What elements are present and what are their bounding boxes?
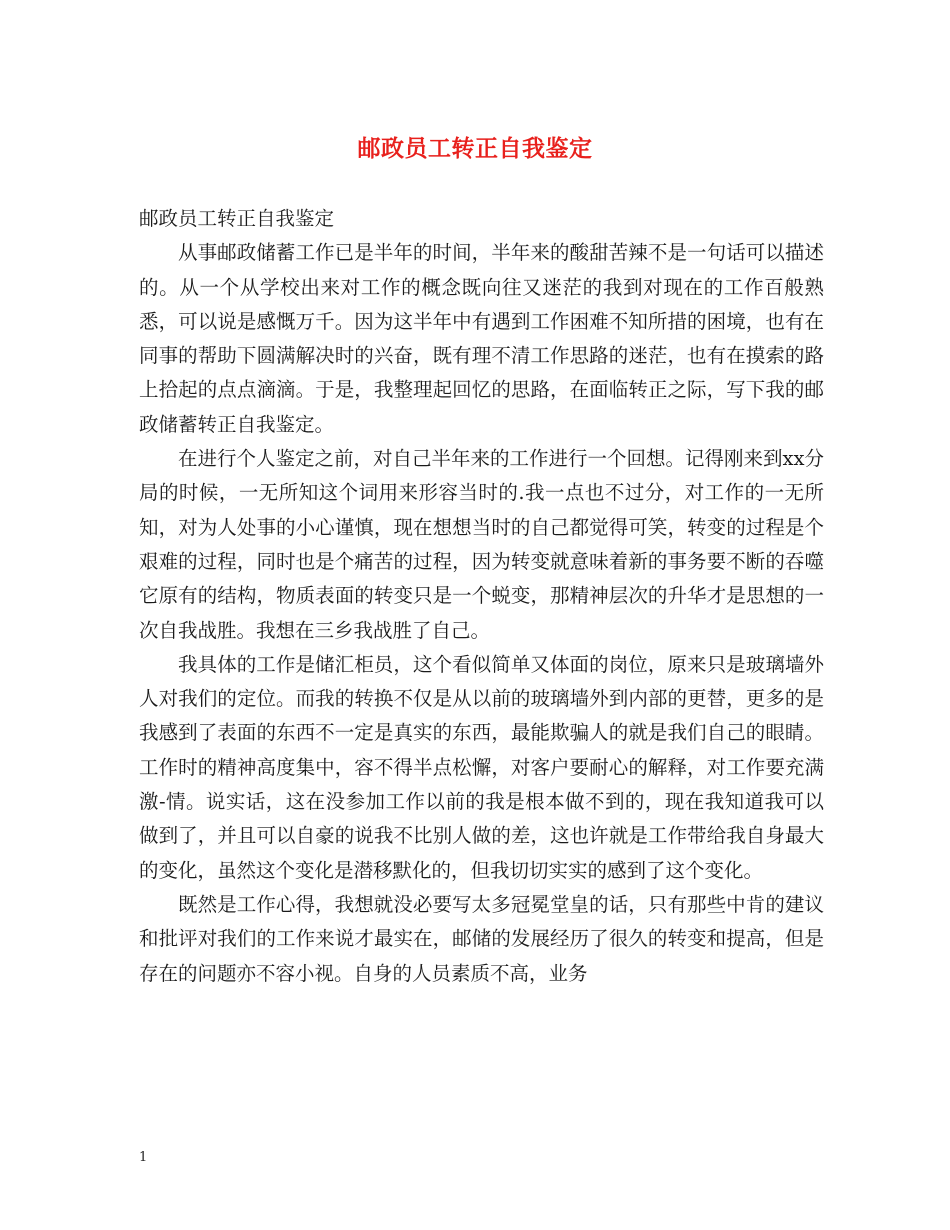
paragraph-1: 从事邮政储蓄工作已是半年的时间，半年来的酸甜苦辣不是一句话可以描述的。从一个从学校出来对工作的概念既向往又迷茫的我到对现在的工作百般熟悉，可以说是感慨万千。因为这半年中有遇到工作困难不知所措的困境，也有在同事的帮助下圆满解决时的兴奋，既有理不清工作思路的迷茫，也有在摸索的路上拾起的点点滴滴。于是，我整理起回忆的思路，在面临转正之际，写下我的邮政储蓄转正自我鉴定。	[139, 241, 824, 436]
paragraph-2: 在进行个人鉴定之前，对自己半年来的工作进行一个回想。记得刚来到xx分局的时候，一无所知这个词用来形容当时的.我一点也不过分，对工作的一无所知，对为人处事的小心谨慎，现在想想当时的自己都觉得可笑，转变的过程是个艰难的过程，同时也是个痛苦的过程，因为转变就意味着新的事务要不断的吞噬它原有的结构，物质表面的转变只是一个蜕变，那精神层次的升华才是思想的一次自我战胜。我想在三乡我战胜了自己。	[139, 447, 824, 642]
document-title: 邮政员工转正自我鉴定	[357, 135, 593, 162]
page-number: 1	[139, 1150, 148, 1165]
document-body	[139, 202, 824, 991]
document-subtitle: 邮政员工转正自我鉴定	[139, 207, 335, 230]
paragraph-3: 我具体的工作是储汇柜员，这个看似简单又体面的岗位，原来只是玻璃墙外人对我们的定位。而我的转换不仅是从以前的玻璃墙外到内部的更替，更多的是我感到了表面的东西不一定是真实的东西，最能欺骗人的就是我们自己的眼睛。工作时的精神高度集中，容不得半点松懈，对客户要耐心的解释，对工作要充满激-情。说实话，这在没参加工作以前的我是根本做不到的，现在我知道我可以做到了，并且可以自豪的说我不比别人做的差，这也许就是工作带给我自身最大的变化，虽然这个变化是潜移默化的，但我切切实实的感到了这个变化。	[139, 652, 824, 882]
paragraph-4: 既然是工作心得，我想就没必要写太多冠冕堂皇的话，只有那些中肯的建议和批评对我们的工作来说才最实在，邮储的发展经历了很久的转变和提高，但是存在的问题亦不容小视。自身的人员素质不高，业务	[139, 892, 824, 985]
